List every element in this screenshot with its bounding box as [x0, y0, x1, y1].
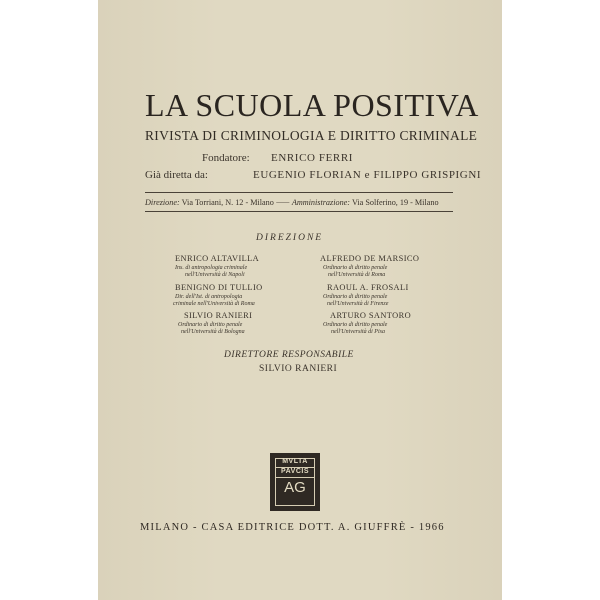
member-role: criminale nell'Università di Roma — [173, 301, 255, 307]
background-left — [0, 0, 98, 600]
logo-text-ag: AG — [284, 479, 306, 496]
publisher-logo — [270, 453, 320, 511]
title-page — [98, 0, 502, 600]
member-name: ENRICO ALTAVILLA — [175, 254, 260, 263]
amministrazione-label: Amministrazione: — [291, 198, 351, 207]
member-name: BENIGNO DI TULLIO — [175, 283, 263, 292]
member-name: RAOUL A. FROSALI — [327, 283, 409, 292]
responsible-director-name: SILVIO RANIERI — [259, 364, 338, 374]
member-role: Dir. dell'Ist. di antropologia — [175, 294, 243, 300]
member-role: nell'Università di Firenze — [327, 301, 389, 307]
previous-directors-label: Già diretta da: — [145, 169, 208, 181]
direzione-address: Via Torriani, N. 12 - Milano ⸺ — [181, 198, 290, 207]
address-line — [145, 197, 439, 208]
responsible-director-heading: DIRETTORE RESPONSABILE — [224, 350, 354, 360]
amministrazione-address: Via Solferino, 19 - Milano — [351, 198, 439, 207]
member-name: SILVIO RANIERI — [184, 311, 253, 320]
direzione-heading: DIREZIONE — [256, 233, 324, 243]
journal-subtitle: RIVISTA DI CRIMINOLOGIA E DIRITTO CRIMINALE — [145, 128, 478, 143]
member-name: ALFREDO DE MARSICO — [320, 254, 420, 263]
top-rule — [145, 192, 453, 193]
previous-directors-names: EUGENIO FLORIAN e FILIPPO GRISPIGNI — [253, 169, 482, 181]
member-role: nell'Università di Bologna — [181, 329, 245, 335]
member-role: nell'Università di Roma — [328, 272, 386, 278]
founder-name: ENRICO FERRI — [271, 152, 354, 164]
bottom-rule — [145, 211, 453, 212]
member-role: Ordinario di diritto penale — [323, 322, 388, 328]
member-name: ARTURO SANTORO — [330, 311, 412, 320]
member-role: Ordinario di diritto penale — [323, 265, 388, 271]
member-role: nell'Università di Napoli — [185, 272, 245, 278]
logo-text-paucis: PAVCIS — [280, 468, 310, 475]
publisher-imprint: MILANO - CASA EDITRICE DOTT. A. GIUFFRÈ - 1966 — [140, 522, 445, 533]
direzione-label: Direzione: — [145, 198, 180, 207]
member-role: Ordinario di diritto penale — [178, 322, 243, 328]
logo-divider — [275, 477, 315, 478]
member-role: nell'Università di Pisa — [331, 329, 385, 335]
logo-text-multa: MVLTA — [282, 458, 308, 465]
journal-title: LA SCUOLA POSITIVA — [145, 87, 479, 123]
member-role: Ordinario di diritto penale — [323, 294, 388, 300]
founder-label: Fondatore: — [202, 152, 250, 164]
member-role: Ins. di antropologia criminale — [175, 265, 248, 271]
